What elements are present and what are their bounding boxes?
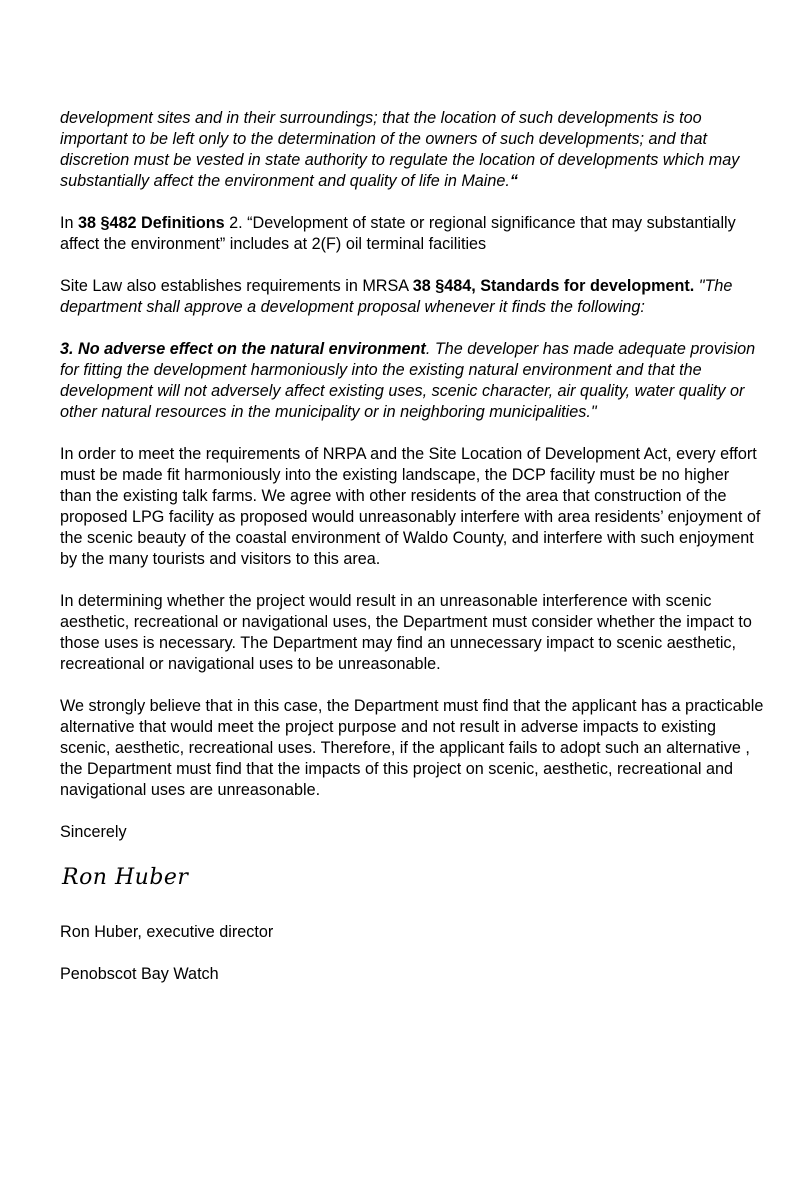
- no-adverse-effect-heading: 3. No adverse effect on the natural environment: [60, 340, 426, 358]
- standards-quote: "The department shall approve a development proposal whenever it finds the following:: [60, 277, 733, 316]
- definitions-section: 38 §482: [78, 214, 137, 232]
- definitions-prefix: In: [60, 214, 78, 232]
- no-adverse-effect-text: . The developer has made adequate provision for fitting the development harmoniously into the existing natural environment and that the development will not adversely affect existing uses, scenic character, air quality, water quality or other natural resources in the municipality or in neighboring municipalities.": [60, 340, 756, 421]
- paragraph-determination: In determining whether the project would result in an unreasonable interference with scenic aesthetic, recreational or navigational uses, the Department must consider whether the impact to those uses is necessary. The Department may find an unnecessary impact to scenic aesthetic, recreational or navigational uses to be unreasonable.: [60, 592, 752, 673]
- paragraph-no-adverse-effect: [60, 339, 765, 423]
- signer-name-title: Ron Huber, executive director: [60, 923, 274, 941]
- standards-prefix: Site Law also establishes requirements in MRSA: [60, 277, 413, 295]
- closing-quote-mark: “: [509, 172, 519, 190]
- definitions-text: 2. “Development of state or regional significance that may substantially affect the environment” includes at 2(F) oil terminal facilities: [60, 214, 736, 253]
- purpose-text: development sites and in their surroundings; that the location of such developments is too important to be left only to the determination of the owners of such developments; and that discretion must be vested in state authority to regulate the location of developments which may substantially affect the environment and quality of life in Maine.: [60, 109, 740, 190]
- definitions-heading: Definitions: [136, 214, 225, 232]
- closing-salutation: Sincerely: [60, 823, 127, 841]
- handwritten-signature: Ron Huber: [62, 865, 189, 890]
- paragraph-conclusion: We strongly believe that in this case, the Department must find that the applicant has a practicable alternative that would meet the project purpose and not result in adverse impacts to existing scenic, aesthetic, recreational uses. Therefore, if the applicant fails to adopt such an alternative , the Department must find that the impacts of this project on scenic, aesthetic, recreational and navigational uses are unreasonable.: [60, 697, 764, 799]
- paragraph-site-law-purpose: [60, 108, 765, 192]
- paragraph-requirements: In order to meet the requirements of NRPA and the Site Location of Development Act, every effort must be made fit harmoniously into the existing landscape, the DCP facility must be no higher than the existing talk farms. We agree with other residents of the area that construction of the proposed LPG facility as proposed would unreasonably interfere with area residents’ enjoyment of the scenic beauty of the coastal environment of Waldo County, and interfere with such enjoyment by the many tourists and visitors to this area.: [60, 445, 761, 568]
- standards-heading: 38 §484, Standards for development.: [412, 277, 695, 295]
- paragraph-standards: [60, 276, 765, 318]
- paragraph-definitions: [60, 213, 765, 255]
- organization-name: Penobscot Bay Watch: [60, 965, 219, 983]
